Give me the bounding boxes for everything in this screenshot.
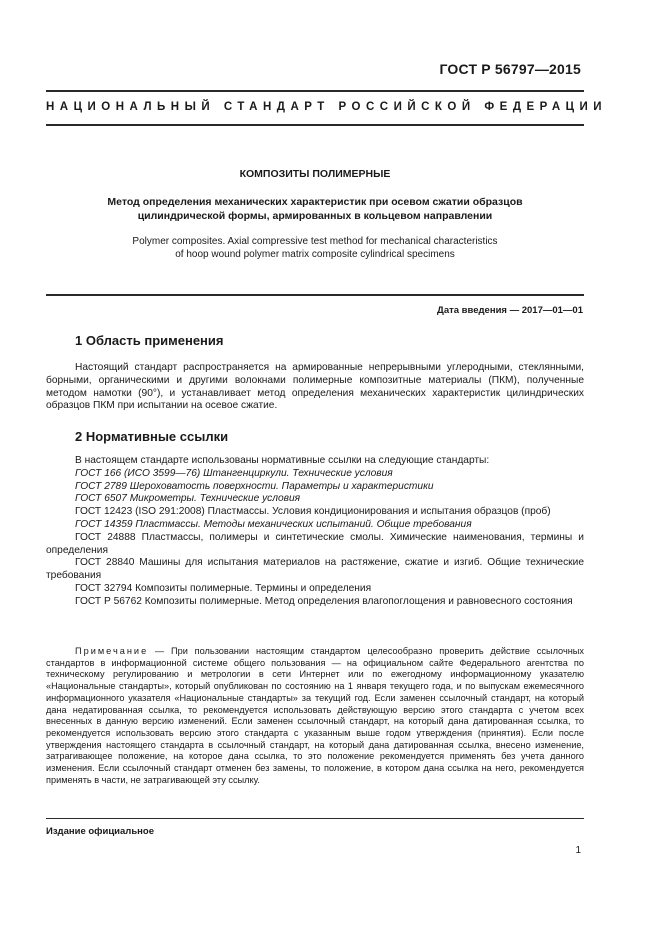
reference-item: ГОСТ 32794 Композиты полимерные. Термины и определения [75,582,372,594]
reference-item: ГОСТ 14359 Пластмассы. Методы механических испытаний. Общие требования [75,518,472,530]
subtitle-line: цилиндрической формы, армированных в кольцевом направлении [137,210,493,222]
standard-title: КОМПОЗИТЫ ПОЛИМЕРНЫЕ [239,168,391,180]
reference-item: ГОСТ 166 (ИСО 3599—76) Штангенциркули. Технические условия [75,467,393,479]
reference-item: ГОСТ 6507 Микрометры. Технические условия [75,493,301,505]
references-list [46,455,584,609]
title-rule [46,294,584,296]
section-heading: 2 Нормативные ссылки [75,429,229,444]
section-paragraph: Настоящий стандарт распространяется на армированные непрерывными углеродными, стеклянными, борными, органическими и другими волокнами полимерные композитные материалы (ПКМ), полученные методом намотки (90°), и устанавливает метод определения механических характеристик цилиндрических образцов ПКМ при испытании на осевое сжатие. [46,362,584,412]
edition-label: Издание официальное [46,826,154,837]
reference-item: ГОСТ 2789 Шероховатость поверхности. Параметры и характеристики [75,480,434,492]
references-intro: В настоящем стандарте использованы нормативные ссылки на следующие стандарты: [75,455,490,466]
note-paragraph [46,646,584,786]
national-standard-title: НАЦИОНАЛЬНЫЙ СТАНДАРТ РОССИЙСКОЙ ФЕДЕРАЦИИ [46,101,608,113]
reference-item: ГОСТ Р 56762 Композиты полимерные. Метод определения влагопоглощения и равновесного состояния [75,595,573,607]
reference-item: ГОСТ 28840 Машины для испытания материалов на растяжение, сжатие и изгиб. Общие технические требования [46,557,584,582]
standard-subtitle [60,195,570,223]
effective-date: Дата введения — 2017—01—01 [437,305,583,316]
english-title [60,235,570,261]
section-heading: 1 Область применения [75,333,224,348]
reference-item: ГОСТ 12423 (ISO 291:2008) Пластмассы. Условия кондиционирования и испытания образцов (проб) [75,506,551,518]
subtitle-line: Метод определения механических характеристик при осевом сжатии образцов [107,196,523,208]
header-rule [46,124,584,126]
page-number: 1 [575,845,581,856]
document-number: ГОСТ Р 56797—2015 [439,61,581,77]
top-rule [46,90,584,92]
english-title-line: Polymer composites. Axial compressive test method for mechanical characteristics [132,236,498,247]
english-title-line: of hoop wound polymer matrix composite cylindrical specimens [175,249,455,260]
note-text: — При пользовании настоящим стандартом целесообразно проверить действие ссылочных стандартов в информационной системе общего пользования — на официальном сайте Федерального агентства по техническому регулированию и метрологии в сети Интернет или по ежегодному информационному указателю «Национальные стандарты», который опубликован по состоянию на 1 января текущего года, и по выпускам ежемесячного информационного указателя «Национальные стандарты» за текущий год. Если заменен ссылочный стандарт, на который дана недатированная ссылка, то рекомендуется использовать действующую версию этого стандарта с учетом всех внесенных в данную версию изменений. Если заменен ссылочный стандарт, на который дана датированная ссылка, то рекомендуется использовать версию этого стандарта с указанным выше годом утверждения (принятия). Если после утверждения настоящего стандарта в ссылочный стандарт, на который дана датированная ссылка, внесено изменение, затрагивающее положение, на которое дана ссылка, то это положение рекомендуется применять без учета данного изменения. Если ссылочный стандарт отменен без замены, то положение, в котором дана ссылка на него, рекомендуется применять в части, не затрагивающей эту ссылку. [46,646,584,785]
reference-item: ГОСТ 24888 Пластмассы, полимеры и синтетические смолы. Химические наименования, термины и определения [46,531,584,556]
footer-rule [46,818,584,819]
note-label: Примечание [75,646,149,656]
